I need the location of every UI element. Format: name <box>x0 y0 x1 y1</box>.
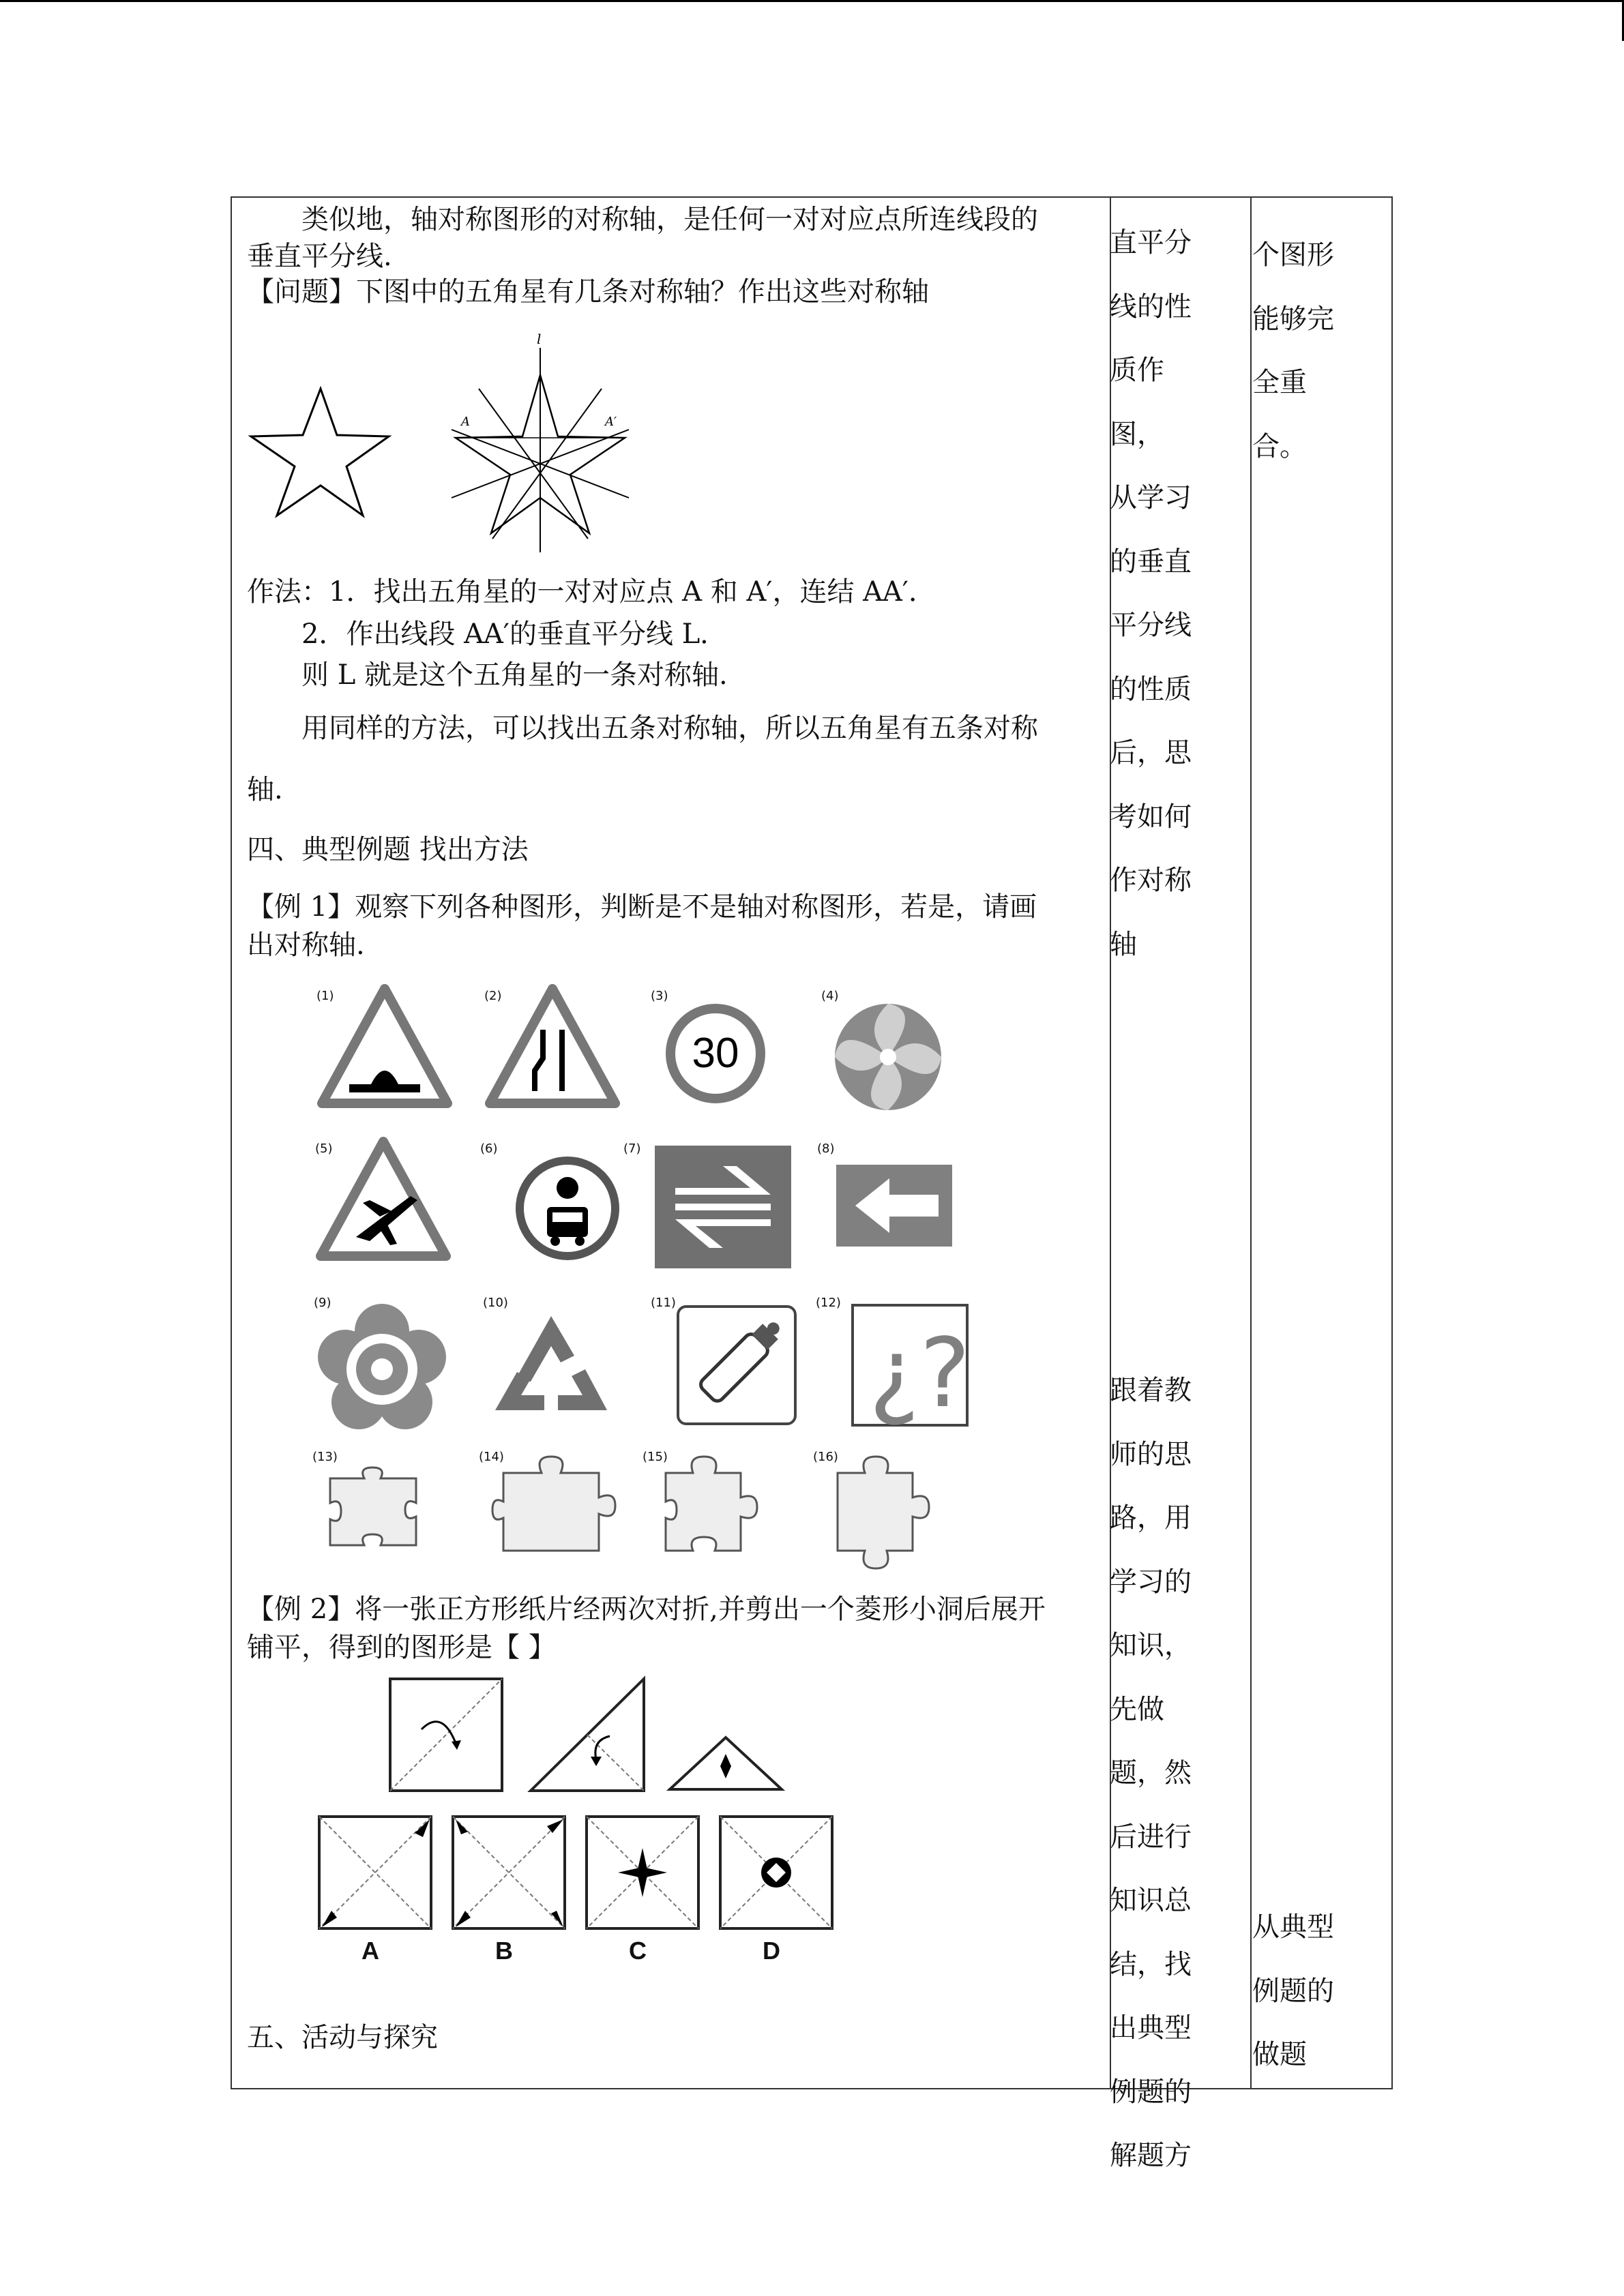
puzzle-piece-15 <box>652 1452 768 1562</box>
example1-line1: 【例 1】观察下列各种图形，判断是不是轴对称图形，若是，请画 <box>247 891 1037 923</box>
road-narrows-sign <box>484 982 621 1112</box>
recycle-logo <box>490 1311 612 1420</box>
col2-line: 师的思 <box>1110 1438 1192 1470</box>
col2-line: 知识， <box>1110 1630 1192 1661</box>
speed-limit-text: 30 <box>692 1030 739 1077</box>
question-sign <box>851 1304 969 1427</box>
notes-column-bottom <box>1252 1896 1375 2087</box>
col3-top-line: 个图形 <box>1252 239 1334 271</box>
example2-line2: 铺平，得到的图形是【 】 <box>247 1632 556 1663</box>
col2-line: 出典型 <box>1110 2012 1192 2044</box>
sign-number-1: (1) <box>316 989 334 1003</box>
col2-line <box>1110 1104 1219 1168</box>
sign-number-6: (6) <box>480 1142 498 1156</box>
col2-line <box>1110 1232 1219 1296</box>
puzzle-piece-13 <box>323 1465 426 1553</box>
sign-number-5: (5) <box>315 1142 333 1156</box>
folding-steps-figure <box>387 1675 810 1798</box>
method-step4: 用同样的方法，可以找出五条对称轴，所以五角星有五条对称 <box>301 713 1038 744</box>
col3-bottom-line: 做题 <box>1252 2039 1307 2070</box>
notes-column-top <box>1252 224 1375 479</box>
airport-sign <box>315 1135 452 1264</box>
hump-bridge-sign <box>316 982 453 1112</box>
col2-line: 题，然 <box>1110 1757 1192 1789</box>
column-divider-2 <box>1250 198 1252 2088</box>
options-figure <box>316 1814 848 1934</box>
section4-title: 四、典型例题 找出方法 <box>247 834 529 865</box>
col2-line: 先做 <box>1110 1693 1164 1725</box>
col2-line: 后进行 <box>1110 1821 1192 1853</box>
col3-bottom-line: 例题的 <box>1252 1975 1334 2007</box>
section5-title: 五、活动与探究 <box>247 2022 438 2053</box>
option-a-label: A <box>361 1937 379 1965</box>
sign-number-14: (14) <box>479 1450 504 1464</box>
sign-number-9: (9) <box>314 1296 331 1310</box>
col2-line: 作对称 <box>1110 865 1192 896</box>
option-b-label: B <box>495 1937 513 1965</box>
col3-top-line: 全重 <box>1252 367 1307 398</box>
teaching-intent-column <box>1110 211 1219 2188</box>
question-text: 【问题】下图中的五角星有几条对称轴？作出这些对称轴 <box>247 276 929 308</box>
col2-line: 线的性 <box>1110 290 1192 323</box>
sign-number-10: (10) <box>483 1296 508 1310</box>
col2-line: 知识总 <box>1110 1885 1192 1916</box>
col2-line: 轴 <box>1110 928 1137 960</box>
col2-line <box>1110 1296 1219 1360</box>
col2-line: 平分线 <box>1110 610 1192 641</box>
baby-bottle-sign <box>675 1304 798 1427</box>
no-vehicles-sign <box>514 1154 623 1263</box>
star-figure <box>247 382 397 518</box>
example1-line2: 出对称轴. <box>247 929 365 961</box>
col2-line <box>1110 976 1219 1041</box>
railway-logo <box>655 1146 791 1268</box>
option-d-label: D <box>763 1937 780 1965</box>
col3-top-line: 能够完 <box>1252 303 1334 335</box>
col2-line: 直平分 <box>1110 227 1192 258</box>
text-line1: 类似地，轴对称图形的对称轴，是任何一对对应点所连线段的 <box>301 204 1038 235</box>
sign-number-8: (8) <box>817 1142 835 1156</box>
rose-emblem <box>314 1301 450 1437</box>
label-l: l <box>537 331 542 347</box>
svg-text:¿?: ¿? <box>869 1318 971 1429</box>
col2-line: 从学习 <box>1110 482 1192 513</box>
col2-line: 例题的 <box>1110 2076 1192 2108</box>
speed-limit-sign <box>664 1002 767 1105</box>
col2-line: 路，用 <box>1110 1502 1192 1534</box>
sign-number-11: (11) <box>651 1296 676 1310</box>
pinwheel-logo <box>833 1002 943 1112</box>
option-c-label: C <box>629 1937 647 1965</box>
col3-bottom-line: 从典型 <box>1252 1911 1334 1943</box>
col2-line: 的垂直 <box>1110 546 1192 578</box>
example2-line1: 【例 2】将一张正方形纸片经两次对折,并剪出一个菱形小洞后展开 <box>247 1594 1046 1625</box>
star-with-axes-figure <box>431 331 649 559</box>
sign-number-7: (7) <box>623 1142 641 1156</box>
label-a: A <box>461 415 470 429</box>
col2-line: 图， <box>1110 418 1164 450</box>
sign-number-4: (4) <box>821 989 839 1003</box>
method-step3: 则 L 就是这个五角星的一条对称轴. <box>301 659 728 691</box>
method-step2: 2．作出线段 AA′的垂直平分线 L． <box>301 618 728 650</box>
col2-line: 跟着教 <box>1110 1375 1192 1406</box>
sign-number-16: (16) <box>813 1450 838 1464</box>
col2-line <box>1110 1168 1219 1232</box>
sign-number-15: (15) <box>643 1450 668 1464</box>
sign-number-13: (13) <box>312 1450 338 1464</box>
col2-line: 后，思 <box>1110 737 1192 769</box>
puzzle-piece-16 <box>824 1452 940 1575</box>
sign-number-12: (12) <box>816 1296 841 1310</box>
method-step5: 轴. <box>247 774 283 805</box>
col2-line <box>1110 1041 1219 1105</box>
col2-line: 解题方 <box>1110 2140 1192 2171</box>
sign-number-3: (3) <box>651 989 668 1003</box>
text-line2: 垂直平分线. <box>247 241 392 272</box>
col2-line: 学习的 <box>1110 1566 1192 1598</box>
method-step1: 作法：1．找出五角星的一对对应点 A 和 A′，连结 AA′． <box>247 576 936 608</box>
arrow-sign <box>836 1165 952 1247</box>
sign-number-2: (2) <box>484 989 502 1003</box>
col3-top-line: 合。 <box>1252 430 1307 462</box>
col2-line: 质作 <box>1110 355 1164 386</box>
col2-line: 考如何 <box>1110 801 1192 833</box>
col2-line: 结，找 <box>1110 1948 1192 1980</box>
puzzle-piece-14 <box>490 1452 626 1562</box>
label-a-prime: A′ <box>605 415 617 429</box>
lesson-table <box>231 196 1393 2171</box>
col2-line: 的性质 <box>1110 673 1192 705</box>
page-top-border <box>0 0 1624 2</box>
